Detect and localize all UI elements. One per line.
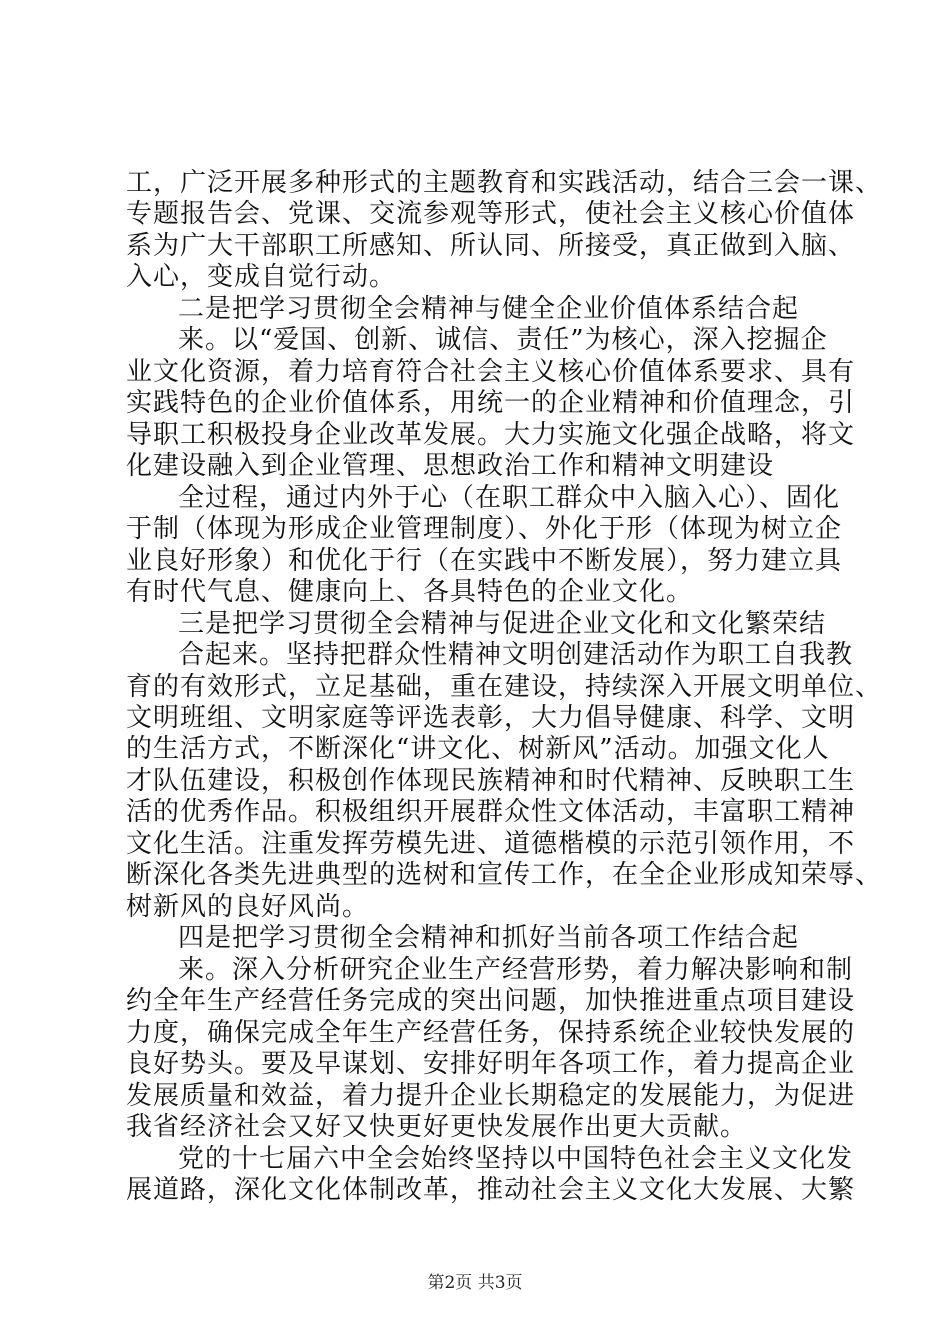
text-line: 实践特色的企业价值体系，用统一的企业精神和价值理念，引 xyxy=(126,388,856,419)
text-line: 我省经济社会又好又快更好更快发展作出更大贡献。 xyxy=(126,1112,748,1143)
text-line: 力度，确保完成全年生产经营任务，保持系统企业较快发展的 xyxy=(126,1017,856,1048)
paragraph-heading-line: 二是把学习贯彻全会精神与健全企业价值体系结合起 xyxy=(178,293,800,324)
text-line: 专题报告会、党课、交流参观等形式，使社会主义核心价值体 xyxy=(126,199,856,230)
text-line: 工，广泛开展多种形式的主题教育和实践活动，结合三会一课、 xyxy=(126,168,883,198)
text-line: 育的有效形式，立足基础，重在建设，持续深入开展文明单位、 xyxy=(126,671,883,702)
text-line: 于制（体现为形成企业管理制度）、外化于形（体现为树立企 xyxy=(126,514,843,545)
paragraph-heading-line: 四是把学习贯彻全会精神和抓好当前各项工作结合起 xyxy=(178,923,800,954)
page-number-footer: 第2页 共3页 xyxy=(427,1273,523,1293)
text-line: 良好势头。要及早谋划、安排好明年各项工作，着力提高企业 xyxy=(126,1049,856,1080)
text-line: 系为广大干部职工所感知、所认同、所接受，真正做到入脑、 xyxy=(126,230,856,261)
text-line: 文化生活。注重发挥劳模先进、道德楷模的示范引领作用，不 xyxy=(126,828,856,859)
paragraph-heading-line: 三是把学习贯彻全会精神与促进企业文化和文化繁荣结 xyxy=(178,608,827,639)
text-line: 展道路，深化文化体制改革，推动社会主义文化大发展、大繁 xyxy=(126,1175,856,1205)
text-line: 入心，变成自觉行动。 xyxy=(126,262,397,293)
text-line: 全过程，通过内外于心（在职工群众中入脑入心）、固化 xyxy=(178,482,841,513)
text-line: 导职工积极投身企业改革发展。大力实施文化强企战略，将文 xyxy=(126,419,856,450)
text-line: 才队伍建设，积极创作体现民族精神和时代精神、反映职工生 xyxy=(126,765,856,796)
paragraph-start-line: 党的十七届六中全会始终坚持以中国特色社会主义文化发 xyxy=(178,1143,854,1174)
text-line: 断深化各类先进典型的选树和宣传工作，在全企业形成知荣辱、 xyxy=(126,860,883,891)
text-line: 来。深入分析研究企业生产经营形势，着力解决影响和制 xyxy=(178,954,854,985)
text-line: 的生活方式，不断深化“讲文化、树新风”活动。加强文化人 xyxy=(126,734,830,765)
text-line: 约全年生产经营任务完成的突出问题，加快推进重点项目建设 xyxy=(126,986,856,1017)
text-line: 活的优秀作品。积极组织开展群众性文体活动，丰富职工精神 xyxy=(126,797,856,828)
text-line: 化建设融入到企业管理、思想政治工作和精神文明建设 xyxy=(126,451,775,482)
text-line: 合起来。坚持把群众性精神文明创建活动作为职工自我教 xyxy=(178,640,854,671)
text-line: 发展质量和效益，着力提升企业长期稳定的发展能力，为促进 xyxy=(126,1080,856,1111)
text-line: 树新风的良好风尚。 xyxy=(126,891,370,922)
text-line: 有时代气息、健康向上、各具特色的企业文化。 xyxy=(126,577,694,608)
text-line: 来。以“爱国、创新、诚信、责任”为核心，深入挖掘企 xyxy=(178,325,828,356)
text-line: 业良好形象）和优化于行（在实践中不断发展），努力建立具 xyxy=(126,545,843,576)
text-line: 业文化资源，着力培育符合社会主义核心价值体系要求、具有 xyxy=(126,356,856,387)
text-line: 文明班组、文明家庭等评选表彰，大力倡导健康、科学、文明 xyxy=(126,702,856,733)
